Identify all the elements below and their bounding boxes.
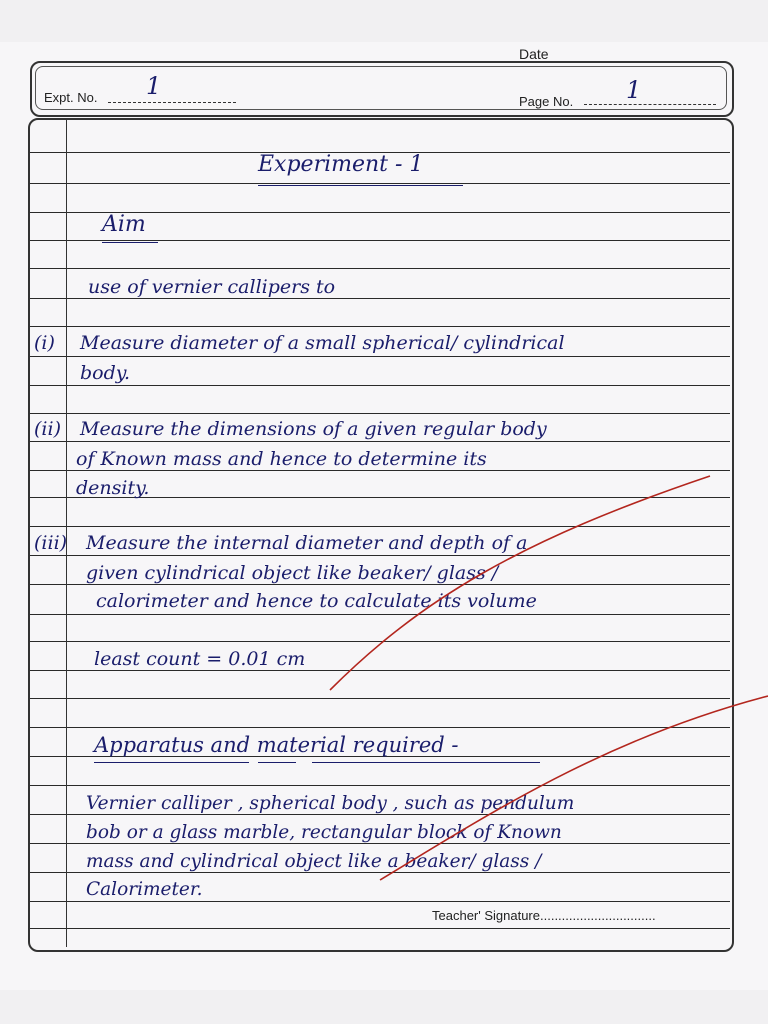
ruled-line xyxy=(30,441,730,442)
item-2-line-1: Measure the dimensions of a given regular body xyxy=(80,418,547,440)
date-label: Date xyxy=(519,46,549,62)
ruled-line xyxy=(30,727,730,728)
title-underline xyxy=(258,185,463,186)
ruled-line xyxy=(30,928,730,929)
apparatus-line-4: Calorimeter. xyxy=(86,879,203,900)
item-3-marker: (iii) xyxy=(34,532,68,554)
apparatus-line-3: mass and cylindrical object like a beaker/ glass / xyxy=(86,851,542,872)
aim-underline xyxy=(102,242,158,243)
ruled-line xyxy=(30,670,730,671)
apparatus-line-1: Vernier calliper , spherical body , such as pendulum xyxy=(86,793,575,814)
least-count: least count = 0.01 cm xyxy=(94,648,306,670)
expt-no-line xyxy=(108,102,236,103)
apparatus-underline-2 xyxy=(258,762,296,763)
expt-no-value: 1 xyxy=(146,72,162,100)
item-3-line-1: Measure the internal diameter and depth of a xyxy=(86,532,528,554)
page-no-value: 1 xyxy=(626,76,642,104)
ruled-line xyxy=(30,413,730,414)
ruled-line xyxy=(30,356,730,357)
item-1-line-2: body. xyxy=(80,362,131,384)
ruled-line xyxy=(30,385,730,386)
ruled-line xyxy=(30,183,730,184)
ruled-line xyxy=(30,698,730,699)
aim-heading: Aim xyxy=(102,212,146,237)
page-no-label: Page No. xyxy=(519,94,574,109)
ruled-line xyxy=(30,901,730,902)
ruled-line xyxy=(30,298,730,299)
teacher-signature-label: Teacher' Signature................................ xyxy=(432,908,656,923)
ruled-line xyxy=(30,470,730,471)
aim-intro: use of vernier callipers to xyxy=(88,276,336,298)
item-2-line-2: of Known mass and hence to determine its xyxy=(76,448,487,470)
apparatus-heading: Apparatus and material required - xyxy=(94,733,459,757)
ruled-line xyxy=(30,268,730,269)
item-3-line-2: given cylindrical object like beaker/ glass / xyxy=(86,562,499,584)
item-1-line-1: Measure diameter of a small spherical/ cylindrical xyxy=(80,332,565,354)
ruled-line xyxy=(30,240,730,241)
apparatus-underline-1 xyxy=(94,762,249,763)
item-2-line-3: density. xyxy=(76,477,150,499)
expt-no-label: Expt. No. xyxy=(44,90,98,105)
item-2-marker: (ii) xyxy=(34,418,61,440)
ruled-line xyxy=(30,641,730,642)
ruled-line xyxy=(30,526,730,527)
apparatus-underline-3 xyxy=(312,762,540,763)
ruled-line xyxy=(30,555,730,556)
apparatus-line-2: bob or a glass marble, rectangular block of Known xyxy=(86,822,562,843)
ruled-line xyxy=(30,785,730,786)
ruled-line xyxy=(30,326,730,327)
page-title: Experiment - 1 xyxy=(258,152,424,177)
ruled-line xyxy=(30,814,730,815)
item-3-line-3: calorimeter and hence to calculate its volume xyxy=(96,590,537,612)
item-1-marker: (i) xyxy=(34,332,55,354)
page-no-line xyxy=(584,104,716,105)
ruled-line xyxy=(30,843,730,844)
ruled-line xyxy=(30,872,730,873)
ruled-line xyxy=(30,614,730,615)
ruled-line xyxy=(30,584,730,585)
